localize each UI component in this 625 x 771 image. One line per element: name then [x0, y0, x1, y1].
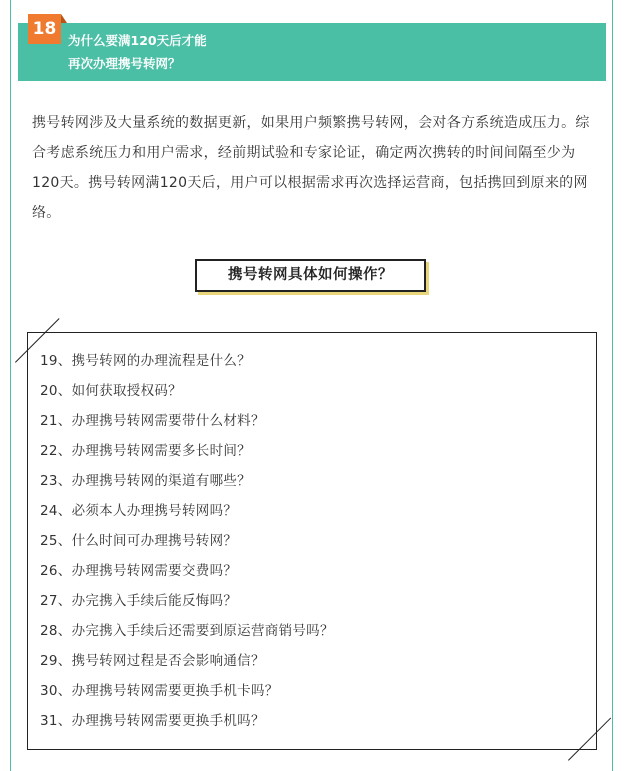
- question-item[interactable]: 20、如何获取授权码？: [40, 383, 182, 399]
- question-header: [18, 23, 606, 81]
- question-item[interactable]: 21、办理携号转网需要带什么材料？: [40, 413, 265, 429]
- question-item[interactable]: 23、办理携号转网的渠道有哪些？: [40, 473, 251, 489]
- frame-left-border: [10, 0, 11, 771]
- question-item[interactable]: 30、办理携号转网需要更换手机卡吗？: [40, 683, 279, 699]
- question-item[interactable]: 22、办理携号转网需要多长时间？: [40, 443, 251, 459]
- answer-paragraph: 携号转网涉及大量系统的数据更新，如果用户频繁携号转网，会对各方系统造成压力。综合考虑系统压力和用户需求，经前期试验和专家论证，确定两次携转的时间间隔至少为120天。携号转网满120天后，用户可以根据需求再次选择运营商，包括携回到原来的网络。: [32, 115, 590, 221]
- frame-right-border: [612, 0, 613, 771]
- question-item[interactable]: 25、什么时间可办理携号转网？: [40, 533, 238, 549]
- question-list: [40, 346, 334, 736]
- title-line-2: 再次办理携号转网？: [68, 56, 181, 71]
- question-item[interactable]: 24、必须本人办理携号转网吗？: [40, 503, 238, 519]
- section-subtitle: 携号转网具体如何操作？: [195, 259, 426, 292]
- question-item[interactable]: 31、办理携号转网需要更换手机吗？: [40, 713, 265, 729]
- question-item[interactable]: 27、办完携入手续后能反悔吗？: [40, 593, 238, 609]
- title-line-1: 为什么要满120天后才能: [68, 33, 207, 48]
- number-badge: 18: [28, 14, 61, 44]
- question-item[interactable]: 28、办完携入手续后还需要到原运营商销号吗？: [40, 623, 334, 639]
- question-item[interactable]: 29、携号转网过程是否会影响通信？: [40, 653, 265, 669]
- badge-fold: [61, 14, 67, 23]
- question-title: [68, 29, 207, 75]
- question-item[interactable]: 26、办理携号转网需要交费吗？: [40, 563, 238, 579]
- question-item[interactable]: 19、携号转网的办理流程是什么？: [40, 353, 251, 369]
